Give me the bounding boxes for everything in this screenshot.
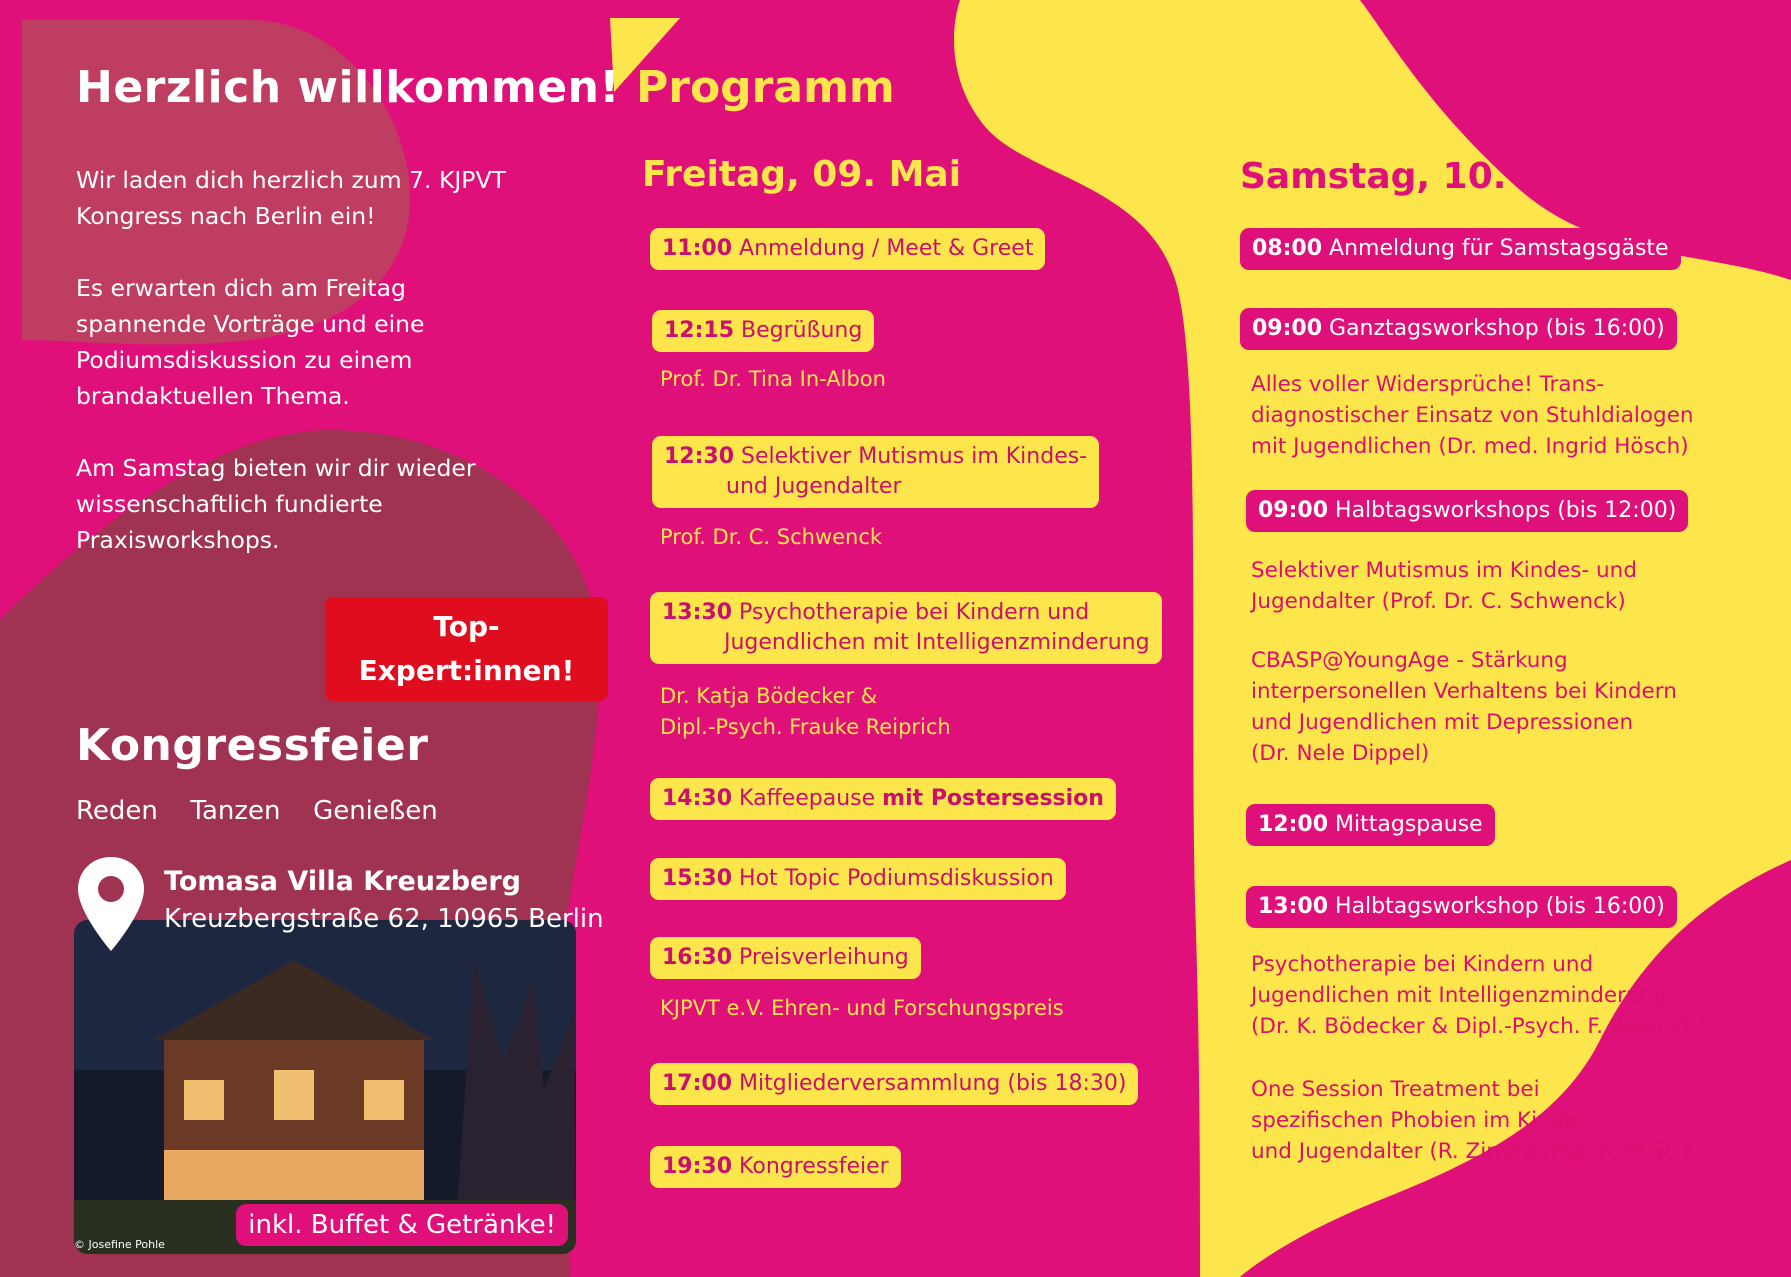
venue-address: Kreuzbergstraße 62, 10965 Berlin xyxy=(164,904,604,934)
saturday-heading: Samstag, 10. Mai xyxy=(1240,156,1592,197)
party-title: Kongressfeier xyxy=(76,720,429,771)
welcome-title: Herzlich willkommen! xyxy=(76,62,620,113)
photo-credit: © Josefine Pohle xyxy=(74,1238,165,1251)
welcome-paragraph-2: Es erwarten dich am Freitag spannende Vorträge und eine Podiumsdiskussion zu einem brandaktuellen Thema. xyxy=(76,274,425,410)
fri-speaker-1330-b: Dipl.-Psych. Frauke Reiprich xyxy=(660,715,951,739)
venue-photo xyxy=(74,920,576,1254)
tag-reden: Reden xyxy=(76,796,158,826)
badge-line-2: Expert:innen! xyxy=(358,654,575,687)
program-title: Programm xyxy=(636,62,895,113)
map-pin-icon xyxy=(76,855,146,955)
sat-halfday-desc-1: Selektiver Mutismus im Kindes- und Jugendalter (Prof. Dr. C. Schwenck) xyxy=(1251,558,1637,614)
fri-item-1530: 15:30 Hot Topic Podiumsdiskussion xyxy=(650,858,1066,900)
photo-caption: inkl. Buffet & Getränke! xyxy=(236,1204,568,1246)
fri-item-1100: 11:00 Anmeldung / Meet & Greet xyxy=(650,228,1045,270)
party-tags xyxy=(76,796,438,826)
top-experts-badge xyxy=(325,597,608,701)
welcome-text xyxy=(76,162,516,594)
fri-item-1700: 17:00 Mitgliederversammlung (bis 18:30) xyxy=(650,1063,1138,1105)
fri-item-1630: 16:30 Preisverleihung xyxy=(650,937,921,979)
sat-afternoon-desc-1: Psychotherapie bei Kindern und Jugendlichen mit Intelligenzminderung (Dr. K. Bödecker & Dipl.-Psych. F. Reiprich) xyxy=(1251,952,1706,1039)
sat-item-0900-half: 09:00 Halbtagsworkshops (bis 12:00) xyxy=(1246,490,1688,532)
fri-speaker-1330-a: Dr. Katja Bödecker & xyxy=(660,684,878,708)
fri-speaker-1215: Prof. Dr. Tina In-Albon xyxy=(660,367,886,391)
sat-fullday-desc: Alles voller Widersprüche! Trans- diagnostischer Einsatz von Stuhldialogen mit Jugendlichen (Dr. med. Ingrid Hösch) xyxy=(1251,372,1694,459)
fri-item-1230: 12:30 Selektiver Mutismus im Kindes- und Jugendalter xyxy=(652,436,1099,508)
tag-geniessen: Genießen xyxy=(313,796,438,826)
venue-name: Tomasa Villa Kreuzberg xyxy=(164,866,521,897)
sat-halfday-desc-2: CBASP@YoungAge - Stärkung interpersonellen Verhaltens bei Kindern und Jugendlichen mit Depressionen (Dr. Nele Dippel) xyxy=(1251,648,1677,766)
friday-heading: Freitag, 09. Mai xyxy=(642,154,962,195)
fri-speaker-1230: Prof. Dr. C. Schwenck xyxy=(660,525,883,549)
sat-item-0800: 08:00 Anmeldung für Samstagsgäste xyxy=(1240,228,1681,270)
fri-item-1330: 13:30 Psychotherapie bei Kindern und Jugendlichen mit Intelligenzminderung xyxy=(650,592,1162,664)
welcome-paragraph-1: Wir laden dich herzlich zum 7. KJPVT Kongress nach Berlin ein! xyxy=(76,166,506,230)
fri-item-1430: 14:30 Kaffeepause mit Postersession xyxy=(650,778,1116,820)
badge-line-1: Top- xyxy=(433,610,500,643)
fri-item-1215: 12:15 Begrüßung xyxy=(652,310,874,352)
fri-item-1930: 19:30 Kongressfeier xyxy=(650,1146,901,1188)
sat-item-0900-full: 09:00 Ganztagsworkshop (bis 16:00) xyxy=(1240,308,1677,350)
sat-afternoon-desc-2: One Session Treatment bei spezifischen Phobien im Kindes- und Jugendalter (R. Zimmermann, M.Sc.) xyxy=(1251,1077,1691,1164)
sat-item-1300: 13:00 Halbtagsworkshop (bis 16:00) xyxy=(1246,886,1677,928)
fri-award-note: KJPVT e.V. Ehren- und Forschungspreis xyxy=(660,996,1064,1020)
tag-tanzen: Tanzen xyxy=(190,796,281,826)
sat-item-1200: 12:00 Mittagspause xyxy=(1246,804,1495,846)
welcome-paragraph-3: Am Samstag bieten wir dir wieder wissenschaftlich fundierte Praxisworkshops. xyxy=(76,454,476,554)
